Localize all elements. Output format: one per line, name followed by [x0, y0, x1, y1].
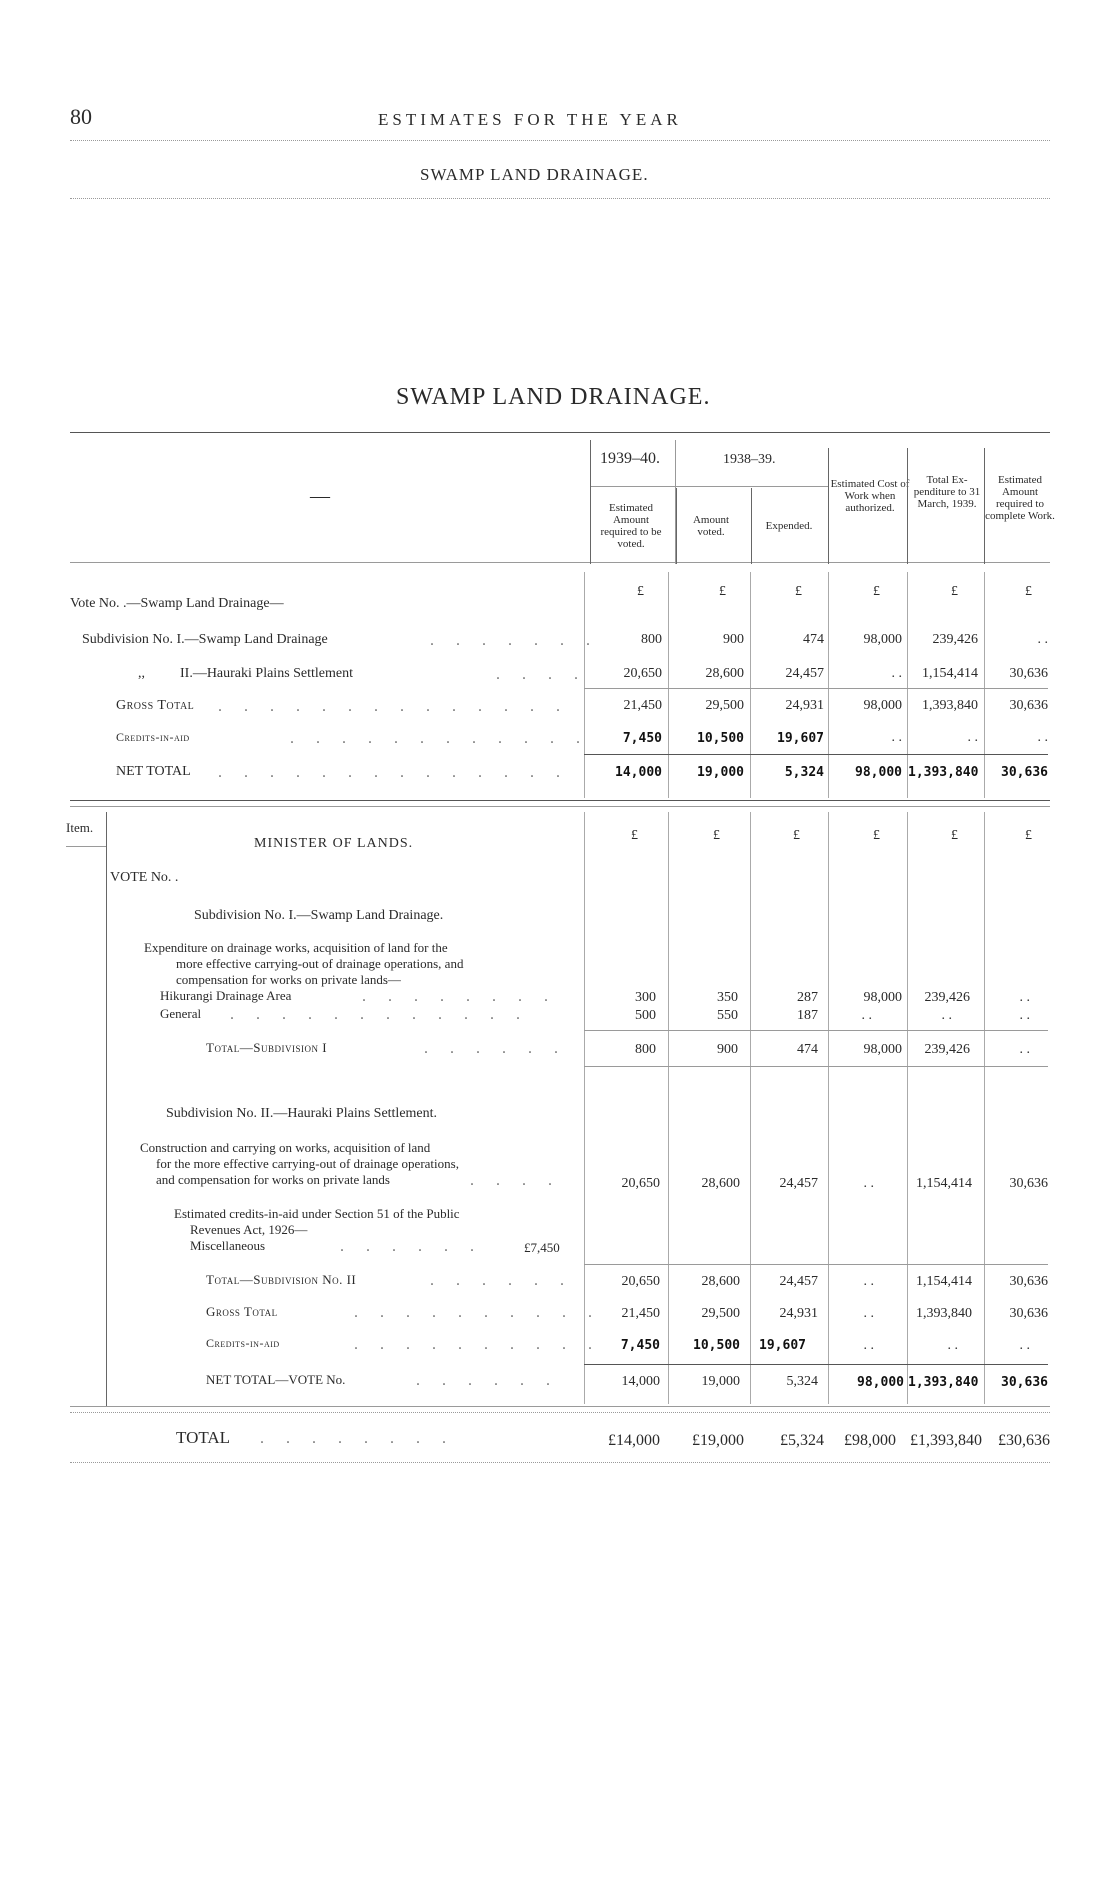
detail-cell: . .: [947, 1338, 958, 1353]
detail-cell: 14,000: [621, 1374, 660, 1389]
leader-dots: . . . . . . . . . . . . . .: [218, 764, 569, 781]
leader-dots: . . . . . . .: [430, 632, 599, 649]
divider: [70, 140, 1050, 141]
detail-cell: 30,636: [1009, 1176, 1048, 1191]
detail-cell: 900: [717, 1042, 738, 1057]
detail-cell: . .: [861, 1008, 872, 1023]
currency-mark: £: [1025, 828, 1032, 843]
detail-cell: 98,000: [863, 990, 902, 1005]
detail-cell: 98,000: [857, 1375, 904, 1390]
col-rule: [984, 448, 985, 564]
grand-total-label: TOTAL: [176, 1428, 231, 1447]
summary-cell: 10,500: [697, 731, 744, 746]
leader-dots: . . . . . . . . . .: [354, 1336, 601, 1353]
section-rule: [70, 800, 1050, 801]
summary-cell: 1,393,840: [922, 698, 978, 713]
rule: [584, 688, 1048, 689]
sub1-desc: Expenditure on drainage works, acquisition of land for the: [144, 940, 448, 955]
summary-row-label: ,, II.—Hauraki Plains Settlement: [138, 666, 354, 681]
detail-cell: . .: [941, 1008, 952, 1023]
currency-mark: £: [713, 828, 720, 843]
detail-cell: 5,324: [786, 1374, 818, 1389]
col-rule: [907, 448, 908, 564]
currency-mark: £: [951, 828, 958, 843]
summary-cell: 98,000: [855, 765, 902, 780]
misc-amount: £7,450: [524, 1240, 560, 1255]
minister-heading: MINISTER OF LANDS.: [254, 836, 414, 851]
summary-cell: 98,000: [863, 698, 902, 713]
currency-mark: £: [1025, 584, 1032, 599]
currency-mark: £: [719, 584, 726, 599]
col-rule: [751, 488, 752, 564]
table-top-rule: [70, 432, 1050, 433]
net-total-label: NET TOTAL—VOTE No.: [206, 1372, 346, 1387]
currency-mark: £: [631, 828, 638, 843]
col-rule: [590, 440, 591, 564]
detail-cell: . .: [1019, 1008, 1030, 1023]
summary-cell: 21,450: [623, 698, 662, 713]
detail-cell: 24,457: [779, 1274, 818, 1289]
summary-cell: 29,500: [705, 698, 744, 713]
header-bottom-rule: [70, 562, 1050, 563]
leader-dots: . . . . . . . . . . . .: [290, 730, 589, 747]
item-label: Item.: [66, 820, 94, 835]
detail-cell: 28,600: [701, 1274, 740, 1289]
leader-dots: . . . . . .: [430, 1272, 573, 1289]
col-rule: [750, 572, 751, 798]
detail-cell: 21,450: [621, 1306, 660, 1321]
detail-cell: 500: [635, 1008, 656, 1023]
grand-total-cell: £98,000: [844, 1432, 896, 1449]
detail-cell: 7,450: [620, 1338, 660, 1353]
col-rule: [584, 572, 585, 798]
summary-cell: 900: [723, 632, 744, 647]
summary-cell: 19,000: [697, 765, 744, 780]
sub1-heading: Subdivision No. I.—Swamp Land Drainage.: [194, 908, 444, 923]
detail-cell: . .: [863, 1306, 874, 1321]
detail-cell: 24,457: [779, 1176, 818, 1191]
section-rule: [70, 806, 1050, 807]
detail-cell: 30,636: [1009, 1306, 1048, 1321]
grand-total-cell: £5,324: [780, 1432, 824, 1449]
detail-cell: 19,607: [759, 1338, 806, 1353]
summary-cell: 800: [641, 632, 662, 647]
divider: [70, 198, 1050, 199]
misc-label: Miscellaneous: [190, 1238, 266, 1253]
summary-cell: . .: [891, 666, 902, 681]
rule: [66, 846, 106, 847]
summary-cell: 30,636: [1001, 765, 1048, 780]
detail-cell: 187: [797, 1008, 818, 1023]
summary-cell: 5,324: [784, 765, 824, 780]
vote-heading: VOTE No. .: [110, 870, 179, 885]
detail-cell: . .: [863, 1274, 874, 1289]
section-head: SWAMP LAND DRAINAGE.: [420, 165, 649, 184]
detail-cell: 20,650: [621, 1176, 660, 1191]
summary-cell: 239,426: [932, 632, 978, 647]
section-rule: [70, 1412, 1050, 1413]
detail-cell: . .: [863, 1176, 874, 1191]
col-total-expenditure: Total Ex-penditure to 31 March, 1939.: [913, 474, 981, 510]
credits-note: Revenues Act, 1926—: [190, 1222, 308, 1237]
col-rule: [750, 812, 751, 1404]
col-estimated-cost: Estimated Cost of Work when authorized.: [830, 478, 910, 514]
summary-cell: . .: [891, 730, 902, 745]
detail-cell: 239,426: [924, 990, 970, 1005]
leader-dots: . . . . . .: [340, 1238, 483, 1255]
leader-dots: . . . . . . . . . .: [354, 1304, 601, 1321]
sub1-row-label: Hikurangi Drainage Area: [160, 988, 292, 1003]
sub2-heading: Subdivision No. II.—Hauraki Plains Settlement.: [166, 1106, 438, 1121]
gross-total-label: Gross Total: [206, 1304, 278, 1319]
grand-total-cell: £30,636: [998, 1432, 1050, 1449]
rule: [584, 1066, 1048, 1067]
summary-row-label: NET TOTAL: [116, 764, 191, 779]
summary-cell: 19,607: [777, 731, 824, 746]
sub1-total-label: Total—Subdivision I: [206, 1040, 328, 1055]
detail-cell: 287: [797, 990, 818, 1005]
summary-cell: 1,393,840: [908, 765, 979, 780]
detail-cell: 28,600: [701, 1176, 740, 1191]
col-expended: Expended.: [765, 520, 813, 532]
detail-cell: 474: [797, 1042, 818, 1057]
leader-dots: . . . . . . . .: [362, 988, 557, 1005]
summary-cell: 474: [803, 632, 824, 647]
grand-total-cell: £14,000: [608, 1432, 660, 1449]
col-amount-voted: Amount voted.: [692, 514, 730, 538]
rule: [584, 1364, 1048, 1365]
detail-cell: 300: [635, 990, 656, 1005]
col-rule: [668, 812, 669, 1404]
rule: [584, 1264, 1048, 1265]
summary-row-label: Gross Total: [116, 698, 195, 713]
detail-cell: 30,636: [1001, 1375, 1048, 1390]
detail-cell: 24,931: [779, 1306, 818, 1321]
col-year-1939-40: 1939–40.: [600, 450, 660, 467]
section-rule: [70, 1406, 1050, 1407]
stub-dash: —: [310, 485, 330, 507]
currency-mark: £: [795, 584, 802, 599]
summary-cell: 30,636: [1009, 698, 1048, 713]
detail-cell: 550: [717, 1008, 738, 1023]
detail-cell: 800: [635, 1042, 656, 1057]
col-rule: [984, 812, 985, 1404]
summary-cell: 14,000: [615, 765, 662, 780]
leader-dots: . . . . . . . . . . . .: [230, 1006, 529, 1023]
summary-cell: 30,636: [1009, 666, 1048, 681]
currency-mark: £: [637, 584, 644, 599]
rule: [584, 754, 1048, 755]
detail-cell: 30,636: [1009, 1274, 1048, 1289]
detail-cell: 20,650: [621, 1274, 660, 1289]
table-title: SWAMP LAND DRAINAGE.: [396, 384, 711, 410]
leader-dots: . . . . . .: [416, 1372, 559, 1389]
rule: [584, 1030, 1048, 1031]
summary-cell: . .: [1037, 632, 1048, 647]
detail-cell: 1,393,840: [916, 1306, 972, 1321]
detail-cell: 239,426: [924, 1042, 970, 1057]
currency-mark: £: [873, 584, 880, 599]
leader-dots: . . . . . .: [424, 1040, 567, 1057]
leader-dots: . . . . . . . . . . . . . .: [218, 698, 569, 715]
currency-mark: £: [873, 828, 880, 843]
col-year-1938-39: 1938–39.: [723, 452, 776, 467]
detail-cell: . .: [1019, 1338, 1030, 1353]
detail-cell: . .: [1019, 1042, 1030, 1057]
sub1-desc: compensation for works on private lands—: [176, 972, 401, 987]
detail-cell: 350: [717, 990, 738, 1005]
col-rule: [828, 572, 829, 798]
col-rule: [828, 448, 829, 564]
detail-cell: 29,500: [701, 1306, 740, 1321]
summary-cell: 20,650: [623, 666, 662, 681]
col-rule: [668, 572, 669, 798]
sub2-desc: and compensation for works on private lands: [156, 1172, 390, 1187]
summary-cell: 1,154,414: [922, 666, 978, 681]
credits-note: Estimated credits-in-aid under Section 51 of the Public: [174, 1206, 460, 1221]
col-rule: [828, 812, 829, 1404]
detail-cell: 98,000: [863, 1042, 902, 1057]
header-rule: [590, 486, 828, 487]
summary-cell: . .: [1037, 730, 1048, 745]
summary-cell: 24,457: [785, 666, 824, 681]
currency-mark: £: [951, 584, 958, 599]
currency-mark: £: [793, 828, 800, 843]
col-rule: [984, 572, 985, 798]
detail-cell: . .: [863, 1338, 874, 1353]
summary-row-label: Credits-in-aid: [116, 730, 190, 744]
sub1-desc: more effective carrying-out of drainage operations, and: [176, 956, 464, 971]
summary-cell: 98,000: [863, 632, 902, 647]
col-estimated-required: Estimated Amount required to complete Work.: [985, 474, 1055, 522]
sub1-row-label: General: [160, 1006, 202, 1021]
summary-cell: 7,450: [622, 731, 662, 746]
sub2-desc: Construction and carrying on works, acquisition of land: [140, 1140, 431, 1155]
grand-total-cell: £1,393,840: [910, 1432, 982, 1449]
running-head: ESTIMATES FOR THE YEAR: [378, 110, 682, 129]
leader-dots: . . . . . . . .: [260, 1430, 455, 1447]
item-col-rule: [106, 812, 107, 1407]
detail-cell: 1,154,414: [916, 1176, 972, 1191]
sub2-desc: for the more effective carrying-out of drainage operations,: [156, 1156, 459, 1171]
detail-cell: . .: [1019, 990, 1030, 1005]
summary-cell: . .: [967, 730, 978, 745]
detail-cell: 1,154,414: [916, 1274, 972, 1289]
page-number: 80: [70, 104, 92, 129]
sub2-total-label: Total—Subdivision No. II: [206, 1272, 357, 1287]
grand-total-cell: £19,000: [692, 1432, 744, 1449]
leader-dots: . . . .: [470, 1172, 561, 1189]
detail-cell: 10,500: [693, 1338, 740, 1353]
leader-dots: . . . .: [496, 666, 587, 683]
col-rule: [676, 488, 677, 564]
summary-row-label: Subdivision No. I.—Swamp Land Drainage: [82, 632, 328, 647]
summary-cell: 24,931: [785, 698, 824, 713]
summary-cell: 28,600: [705, 666, 744, 681]
detail-cell: 19,000: [701, 1374, 740, 1389]
col-estimated-amount: Estimated Amount required to be voted.: [600, 502, 662, 550]
credits-label: Credits-in-aid: [206, 1336, 280, 1350]
detail-cell: 1,393,840: [908, 1375, 979, 1390]
closing-rule: [70, 1462, 1050, 1463]
vote-label: Vote No. .—Swamp Land Drainage—: [70, 596, 284, 611]
